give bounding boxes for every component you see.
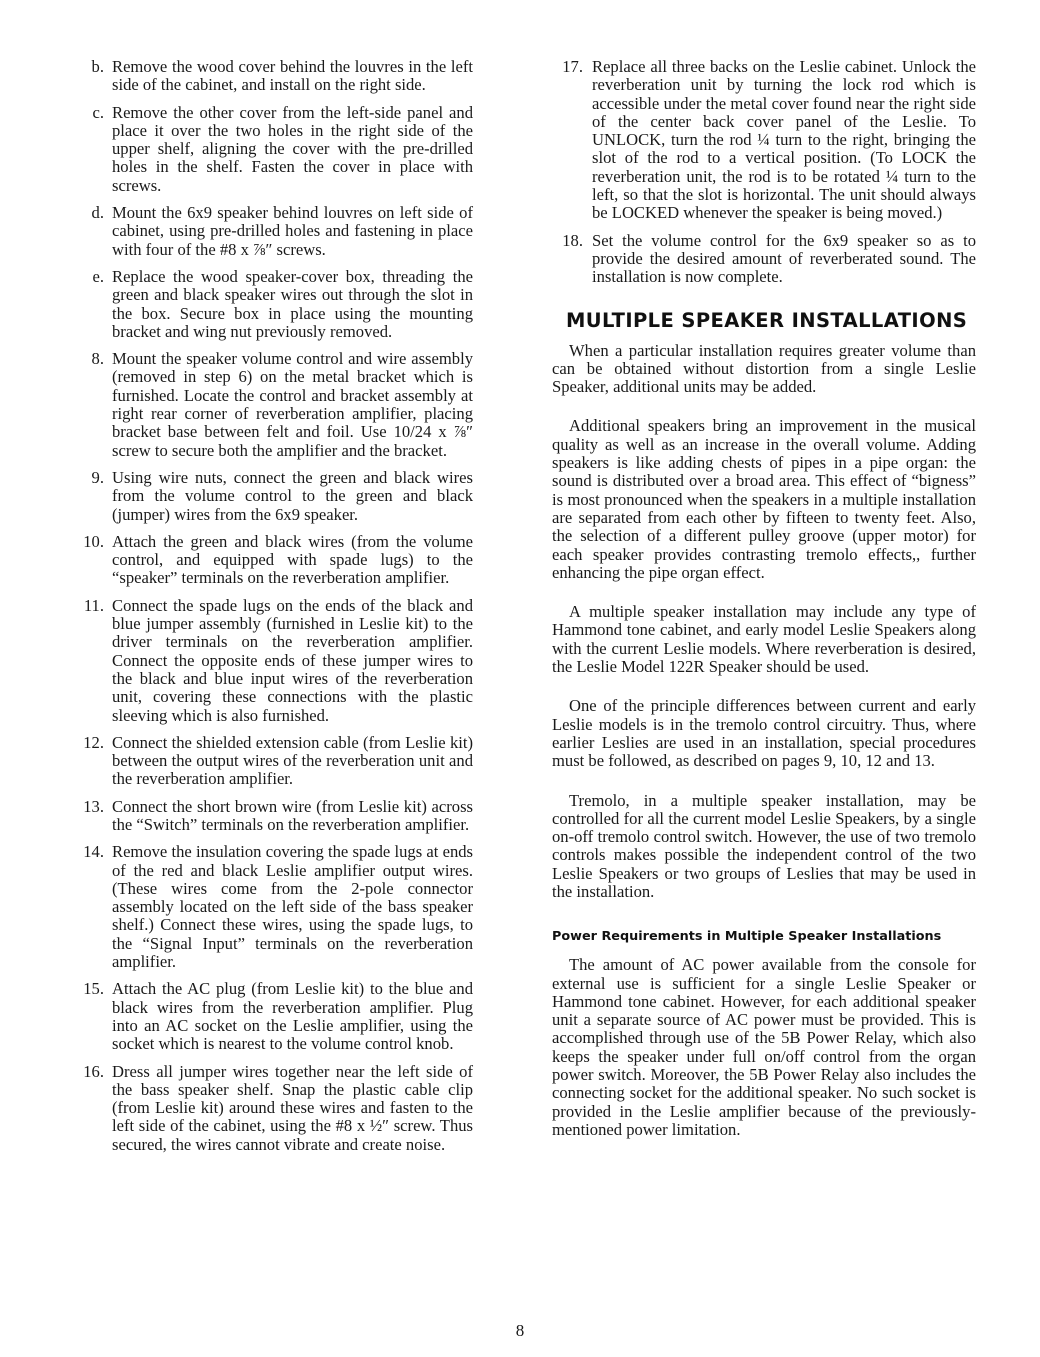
item-number: 11.	[83, 595, 104, 615]
list-item	[58, 843, 473, 971]
item-text: Attach the AC plug (from Leslie kit) to the blue and black wires from the reverberation amplifier. Plug into an AC socket on the Leslie amplifier, using the socket which is nearest to the volume control knob.	[112, 979, 473, 1054]
item-text: Replace all three backs on the Leslie cabinet. Unlock the reverberation unit by turning the lock rod which is accessible under the metal cover found near the right side of the center back cover panel of the Leslie. To UNLOCK, turn the rod ¼ turn to the right, bringing the slot of the rod to a vertical position. (To LOCK the reverberation unit, the rod is to be rotated ¼ turn to the left, so that the slot is horizontal. The unit should always be LOCKED whenever the speaker is being moved.)	[592, 57, 976, 223]
list-item	[58, 734, 473, 789]
list-item	[552, 58, 976, 223]
page-number: 8	[515, 1321, 525, 1340]
item-text: Set the volume control for the 6x9 speaker so as to provide the desired amount of reverberated sound. The installation is now complete.	[592, 230, 976, 287]
item-number: 14.	[83, 842, 104, 862]
item-text: Remove the insulation covering the spade lugs at ends of the red and black Leslie amplifier output wires. (These wires come from the 2-pole connector assembly located on the left side of the bass speaker shelf.) Connect these wires, using the spade lugs, to the “Signal Input” terminals on the reverberation amplifier.	[112, 842, 473, 972]
section-title: MULTIPLE SPEAKER INSTALLATIONS	[566, 308, 968, 332]
list-item	[58, 204, 473, 259]
item-text: Attach the green and black wires (from the volume control, and equipped with spade lugs) to the “speaker” terminals on the reverberation amplifier.	[112, 531, 473, 588]
paragraph: One of the principle differences between current and early Leslie models is in the tremolo control circuitry. Thus, where earlier Leslies are used in an installation, special procedures must be followed, as described on pages 9, 10, 12 and 13.	[552, 696, 976, 771]
list-item	[552, 232, 976, 287]
list-item	[58, 268, 473, 341]
item-text: Mount the 6x9 speaker behind louvres on left side of cabinet, using pre-drilled holes and fastening in place with four of the #8 x ⅞″ screws.	[112, 203, 473, 259]
list-item	[58, 350, 473, 460]
item-number: d.	[91, 203, 104, 223]
item-number: 12.	[83, 732, 104, 752]
paragraph: A multiple speaker installation may include any type of Hammond tone cabinet, and early model Leslie Speakers along with the current Leslie models. Where reverberation is desired, the Leslie Model 122R Speaker should be used.	[552, 602, 976, 677]
item-number: c.	[92, 102, 104, 122]
item-number: 10.	[83, 531, 104, 551]
item-text: Dress all jumper wires together near the left side of the bass speaker shelf. Snap the plastic cable clip (from Leslie kit) around these wires and fasten to the left side of the cabinet, using the #8 x ½″ screw. Thus secured, the wires cannot vibrate and create noise.	[112, 1061, 473, 1154]
paragraph: Tremolo, in a multiple speaker installation, may be controlled for all the current model Leslie Speakers, by a single on-off tremolo control switch. However, the use of two tremolo controls makes possible the independent control of the two Leslie Speakers or two groups of Leslies that may be used in the installation.	[552, 790, 976, 901]
item-number: 15.	[83, 979, 104, 999]
list-item	[58, 104, 473, 195]
item-text: Connect the spade lugs on the ends of the black and blue jumper assembly (furnished in Leslie kit) to the driver terminals on the reverberation amplifier. Connect the opposite ends of these jumper wires to the black and blue input wires of the reverberation unit, covering these connections with the plastic sleeving which is also furnished.	[112, 595, 473, 725]
item-text: Remove the other cover from the left-side panel and place it over the two holes in the right side of the upper shelf, aligning the cover with the pre-drilled holes in the shelf. Fasten the cover in place with screws.	[112, 102, 473, 195]
item-number: 9.	[91, 467, 104, 487]
item-number: 18.	[562, 230, 583, 250]
item-number: b.	[91, 57, 104, 76]
item-number: 13.	[83, 796, 104, 816]
item-text: Connect the shielded extension cable (from Leslie kit) between the output wires of the reverberation unit and the reverberation amplifier.	[112, 732, 473, 789]
list-item	[58, 597, 473, 725]
list-item	[58, 533, 473, 588]
item-text: Remove the wood cover behind the louvres in the left side of the cabinet, and install on the right side.	[112, 57, 473, 95]
item-text: Mount the speaker volume control and wire assembly (removed in step 6) on the metal bracket which is furnished. Locate the control and bracket assembly at right rear corner of reverberation amplifier, placing bracket base between felt and foil. Use 10/24 x ⅞″ screw to secure both the amplifier and the bracket.	[112, 349, 473, 460]
list-item	[58, 1063, 473, 1154]
item-number: 16.	[83, 1061, 104, 1081]
item-text: Using wire nuts, connect the green and black wires from the volume control to the green and black (jumper) wires from the 6x9 speaker.	[112, 467, 473, 524]
item-number: e.	[92, 266, 104, 286]
item-text: Replace the wood speaker-cover box, threading the green and black speaker wires out through the slot in the box. Secure box in place using the mounting bracket and wing nut previously removed.	[112, 266, 473, 341]
list-item	[58, 980, 473, 1053]
subheading: Power Requirements in Multiple Speaker Installations	[552, 929, 942, 945]
left-column	[58, 58, 473, 1163]
list-item	[58, 58, 473, 95]
item-text: Connect the short brown wire (from Leslie kit) across the “Switch” terminals on the reverberation amplifier.	[112, 796, 473, 834]
paragraph: When a particular installation requires greater volume than can be obtained without distortion from a single Leslie Speaker, additional units may be added.	[552, 340, 976, 397]
list-item	[58, 469, 473, 524]
paragraph: The amount of AC power available from the console for external use is sufficient for a single Leslie Speaker or Hammond tone cabinet. However, for each additional speaker unit a separate source of AC power must be provided. This is accomplished through use of the 5B Power Relay, which also keeps the speaker under full on/off control from the organ power switch. Moreover, the 5B Power Relay also includes the connecting socket for the additional speaker. No such socket is provided in the Leslie amplifier because of the previously-mentioned power limitation.	[552, 955, 976, 1139]
paragraph: Additional speakers bring an improvement in the musical quality as well as an increase in the overall volume. Adding speakers is like adding chests of pipes in a pipe organ: the sound is distributed over a broad area. This effect of “bigness” is most pronounced when the speakers in a multiple installation are separated from each other by fifteen to twenty feet. Also, the selection of a different pulley groove (upper motor) for each speaker provides contrasting tremolo effects,, further enhancing the pipe organ effect.	[552, 416, 976, 582]
item-number: 17.	[562, 57, 583, 76]
right-column	[552, 58, 976, 1160]
list-item	[58, 798, 473, 835]
item-number: 8.	[91, 349, 104, 369]
